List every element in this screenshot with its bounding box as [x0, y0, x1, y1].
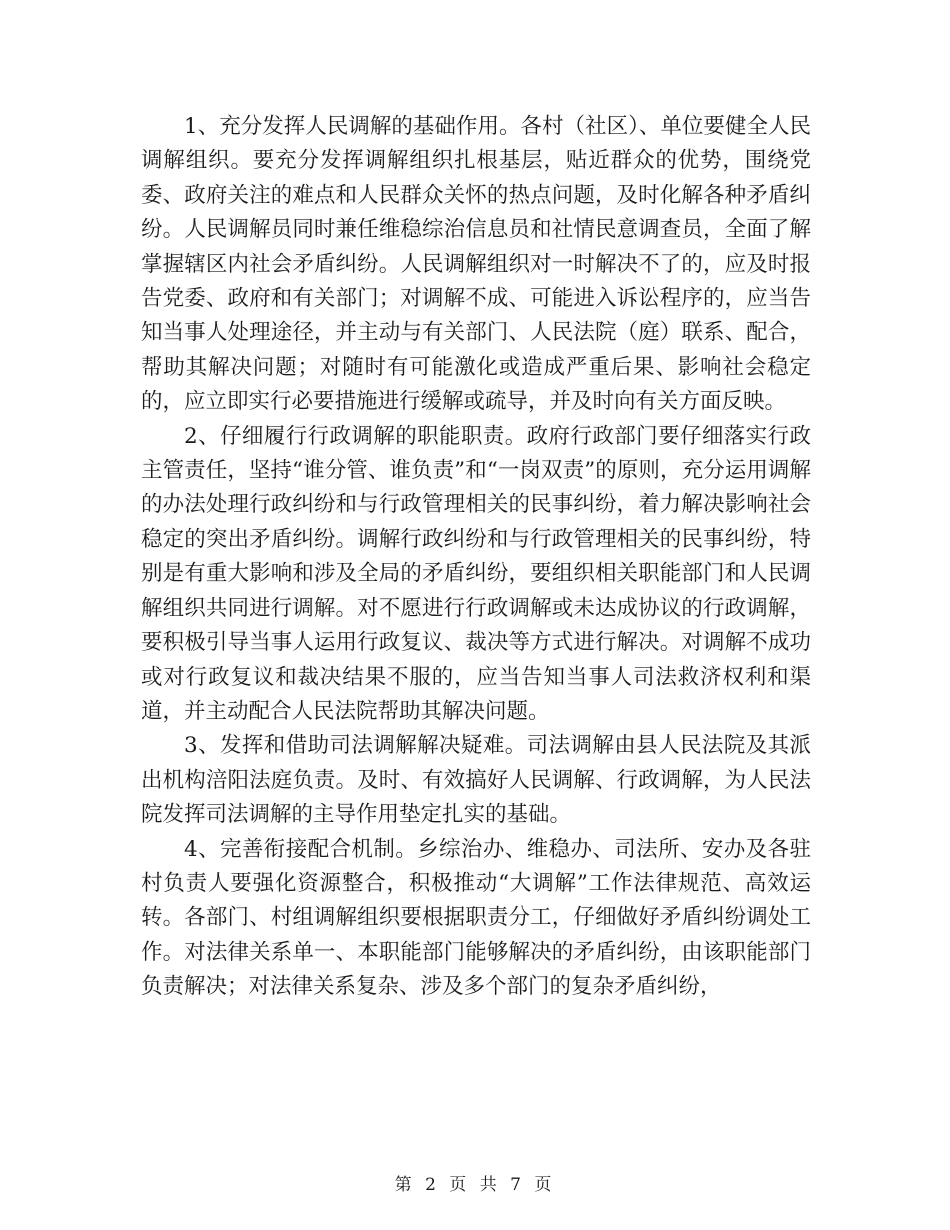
paragraph-2: 2、仔细履行行政调解的职能职责。政府行政部门要仔细落实行政主管责任，坚持“谁分管、谁负责”和“一岗双责”的原则，充分运用调解的办法处理行政纠纷和与行政管理相关的民事纠纷，着力解决影响社会稳定的突出矛盾纠纷。调解行政纠纷和与行政管理相关的民事纠纷，特别是有重大影响和涉及全局的矛盾纠纷，要组织相关职能部门和人民调解组织共同进行调解。对不愿进行行政调解或未达成协议的行政调解，要积极引导当事人运用行政复议、裁决等方式进行解决。对调解不成功或对行政复议和裁决结果不服的，应当告知当事人司法救济权利和渠道，并主动配合人民法院帮助其解决问题。: [141, 423, 811, 724]
paragraph-1: 1、充分发挥人民调解的基础作用。各村（社区）、单位要健全人民调解组织。要充分发挥调解组织扎根基层，贴近群众的优势，围绕党委、政府关注的难点和人民群众关怀的热点问题，及时化解各种矛盾纠纷。人民调解员同时兼任维稳综治信息员和社情民意调查员，全面了解掌握辖区内社会矛盾纠纷。人民调解组织对一时解决不了的，应及时报告党委、政府和有关部门；对调解不成、可能进入诉讼程序的，应当告知当事人处理途径，并主动与有关部门、人民法院（庭）联系、配合，帮助其解决问题；对随时有可能激化或造成严重后果、影响社会稳定的，应立即实行必要措施进行缓解或疏导，并及时向有关方面反映。: [141, 114, 811, 415]
paragraph-3: 3、发挥和借助司法调解解决疑难。司法调解由县人民法院及其派出机构涪阳法庭负责。及时、有效搞好人民调解、行政调解，为人民法院发挥司法调解的主导作用垫定扎实的基础。: [141, 733, 811, 828]
document-body: [141, 110, 811, 1005]
paragraph-4: 4、完善衔接配合机制。乡综治办、维稳办、司法所、安办及各驻村负责人要强化资源整合，积极推动“大调解”工作法律规范、高效运转。各部门、村组调解组织要根据职责分工，仔细做好矛盾纠纷调处工作。对法律关系单一、本职能部门能够解决的矛盾纠纷，由该职能部门负责解决；对法律关系复杂、涉及多个部门的复杂矛盾纠纷，: [141, 836, 811, 1000]
page-number-footer: 第 2 页 共 7 页: [394, 1175, 556, 1195]
